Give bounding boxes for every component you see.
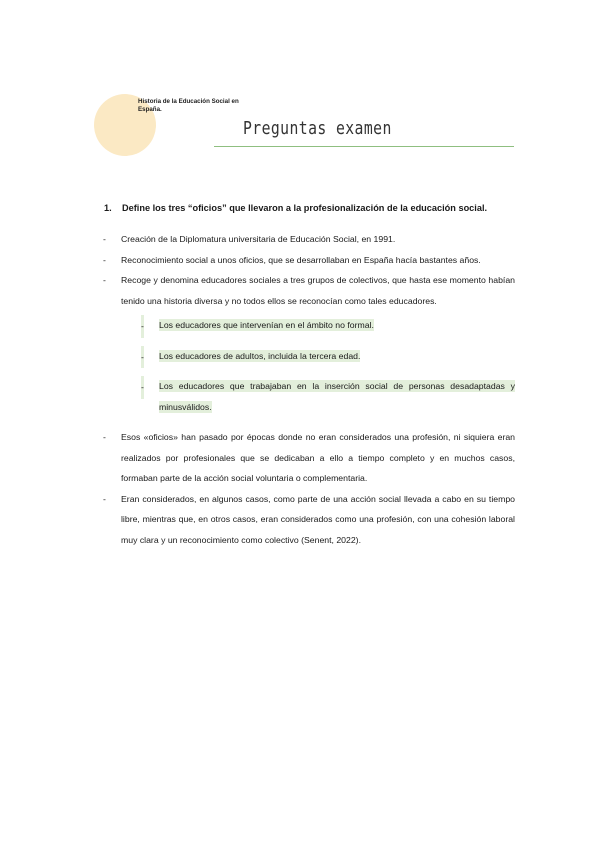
subject-label: Historia de la Educación Social en España. (138, 98, 239, 113)
bullet-dash: - (103, 234, 106, 244)
list-item (103, 270, 515, 311)
list-item (103, 250, 515, 271)
list-item (103, 489, 515, 551)
question-heading (104, 203, 487, 213)
title-underline (214, 146, 514, 147)
sub-list-item (141, 376, 515, 417)
bullet-dash: - (141, 346, 144, 369)
sub-list-item-text: Los educadores de adultos, incluida la tercera edad. (159, 350, 361, 361)
bullet-dash: - (141, 376, 144, 399)
sub-list-item (141, 315, 515, 336)
bullet-dash: - (103, 493, 106, 504)
page-title: Preguntas examen (243, 118, 392, 139)
list-item (103, 229, 515, 250)
sub-list-item-text: Los educadores que intervenían en el ámbito no formal. (159, 320, 374, 330)
list-item-text: Reconocimiento social a unos oficios, que se desarrollaban en España hacía bastantes años. (121, 254, 481, 265)
list-item-text: Recoge y denomina educadores sociales a tres grupos de colectivos, que hasta ese momento habían tenido una historia diversa y no todos ellos se reconocían como tales educadores. (121, 275, 515, 306)
list-item-text: Esos «oficios» han pasado por épocas donde no eran considerados una profesión, ni siquiera eran realizados por profesionales que se dedicaban a ello a tiempo completo y en muchos casos, formaban parte de la acción social voluntaria o complementaria. (121, 432, 515, 483)
sub-list (141, 315, 515, 417)
question-number: 1. (104, 203, 112, 213)
bullet-dash: - (103, 254, 106, 265)
sub-list-item-text: Los educadores que trabajaban en la inserción social de personas desadaptadas y minusválidos. (159, 381, 515, 412)
bullet-dash: - (103, 275, 106, 285)
list-item (103, 427, 515, 489)
sub-list-item (141, 346, 515, 367)
bullet-dash: - (141, 315, 144, 338)
list-item-text: Creación de la Diplomatura universitaria de Educación Social, en 1991. (121, 234, 396, 244)
question-text: Define los tres “oficios” que llevaron a la profesionalización de la educación social. (122, 203, 488, 213)
list-item-text: Eran considerados, en algunos casos, como parte de una acción social llevada a cabo en su tiempo libre, mientras que, en otros casos, eran considerados como una profesión, con una cohesión laboral muy clara y un reconocimiento como colectivo (Senent, 2022). (121, 493, 515, 545)
bullet-dash: - (103, 432, 106, 442)
answer-list (103, 229, 515, 550)
